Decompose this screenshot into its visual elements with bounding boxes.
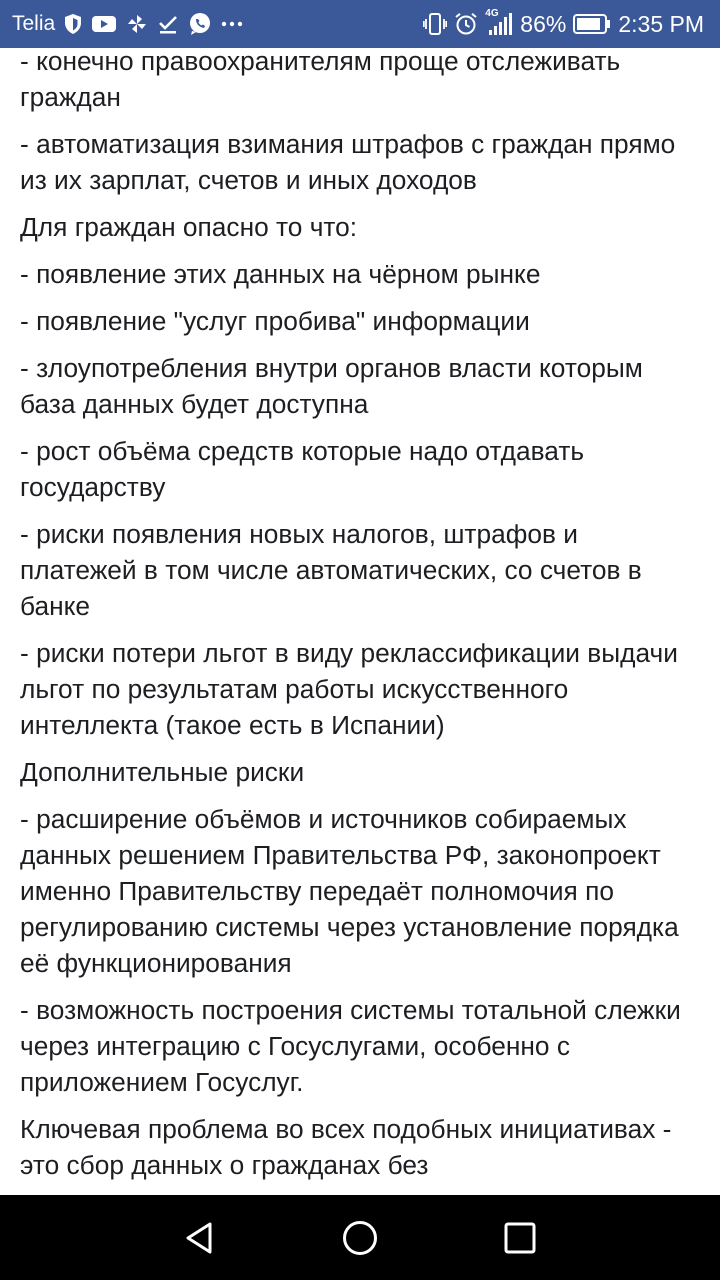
battery-icon [573,13,611,35]
article-paragraph: Для граждан опасно то что: [20,212,358,242]
back-icon[interactable] [160,1198,240,1278]
more-notifications-icon [221,20,243,28]
article-paragraph: - риски потери льгот в виду реклассификации выдачи льгот по результатам работы искусственного интеллекта (такое есть в Испании) [20,638,678,740]
article-paragraph: - автоматизация взимания штрафов с граждан прямо из их зарплат, счетов и иных доходов [20,129,676,195]
article-paragraph: - появление "услуг пробива" информации [20,306,530,336]
status-bar-left [12,12,243,36]
navigation-bar [0,1195,720,1280]
article-paragraph: Ключевая проблема во всех подобных инициативах - это сбор данных о гражданах без [20,1114,672,1180]
clock: 2:35 PM [618,10,704,37]
article-paragraph: - расширение объёмов и источников собираемых данных решением Правительства РФ, законопроект именно Правительству передаёт полномочия по регулированию системы через установление порядка её функционирования [20,804,679,978]
article-paragraph: - рост объёма средств которые надо отдавать государству [20,436,585,502]
carrier-name: Telia [12,12,56,35]
youtube-icon [91,14,117,34]
vibrate-icon [423,12,447,36]
status-bar [0,0,720,48]
signal-icon [485,8,513,36]
article-paragraph: - злоупотребления внутри органов власти которым база данных будет доступна [20,353,643,419]
viber-icon [188,12,212,36]
article-paragraph: - конечно правоохранителям проще отслеживать граждан [20,48,621,112]
alarm-icon [454,12,478,36]
article-paragraph: Дополнительные риски [20,757,305,787]
shield-icon [64,13,82,35]
network-type: 4G [485,8,499,19]
article-paragraph: - риски появления новых налогов, штрафов и платежей в том числе автоматических, со счетов в банке [20,519,642,621]
article-body [20,48,700,1183]
article-content[interactable] [0,48,720,1195]
pinwheel-icon [126,13,148,35]
article-paragraph: - возможность построения системы тотальной слежки через интеграцию с Госуслугами, особенно с приложением Госуслуг. [20,995,681,1097]
recents-icon[interactable] [480,1198,560,1278]
home-icon[interactable] [320,1198,400,1278]
status-bar-right [423,8,704,38]
battery-percent: 86% [520,10,567,37]
download-done-icon [157,13,179,35]
article-paragraph: - появление этих данных на чёрном рынке [20,259,541,289]
